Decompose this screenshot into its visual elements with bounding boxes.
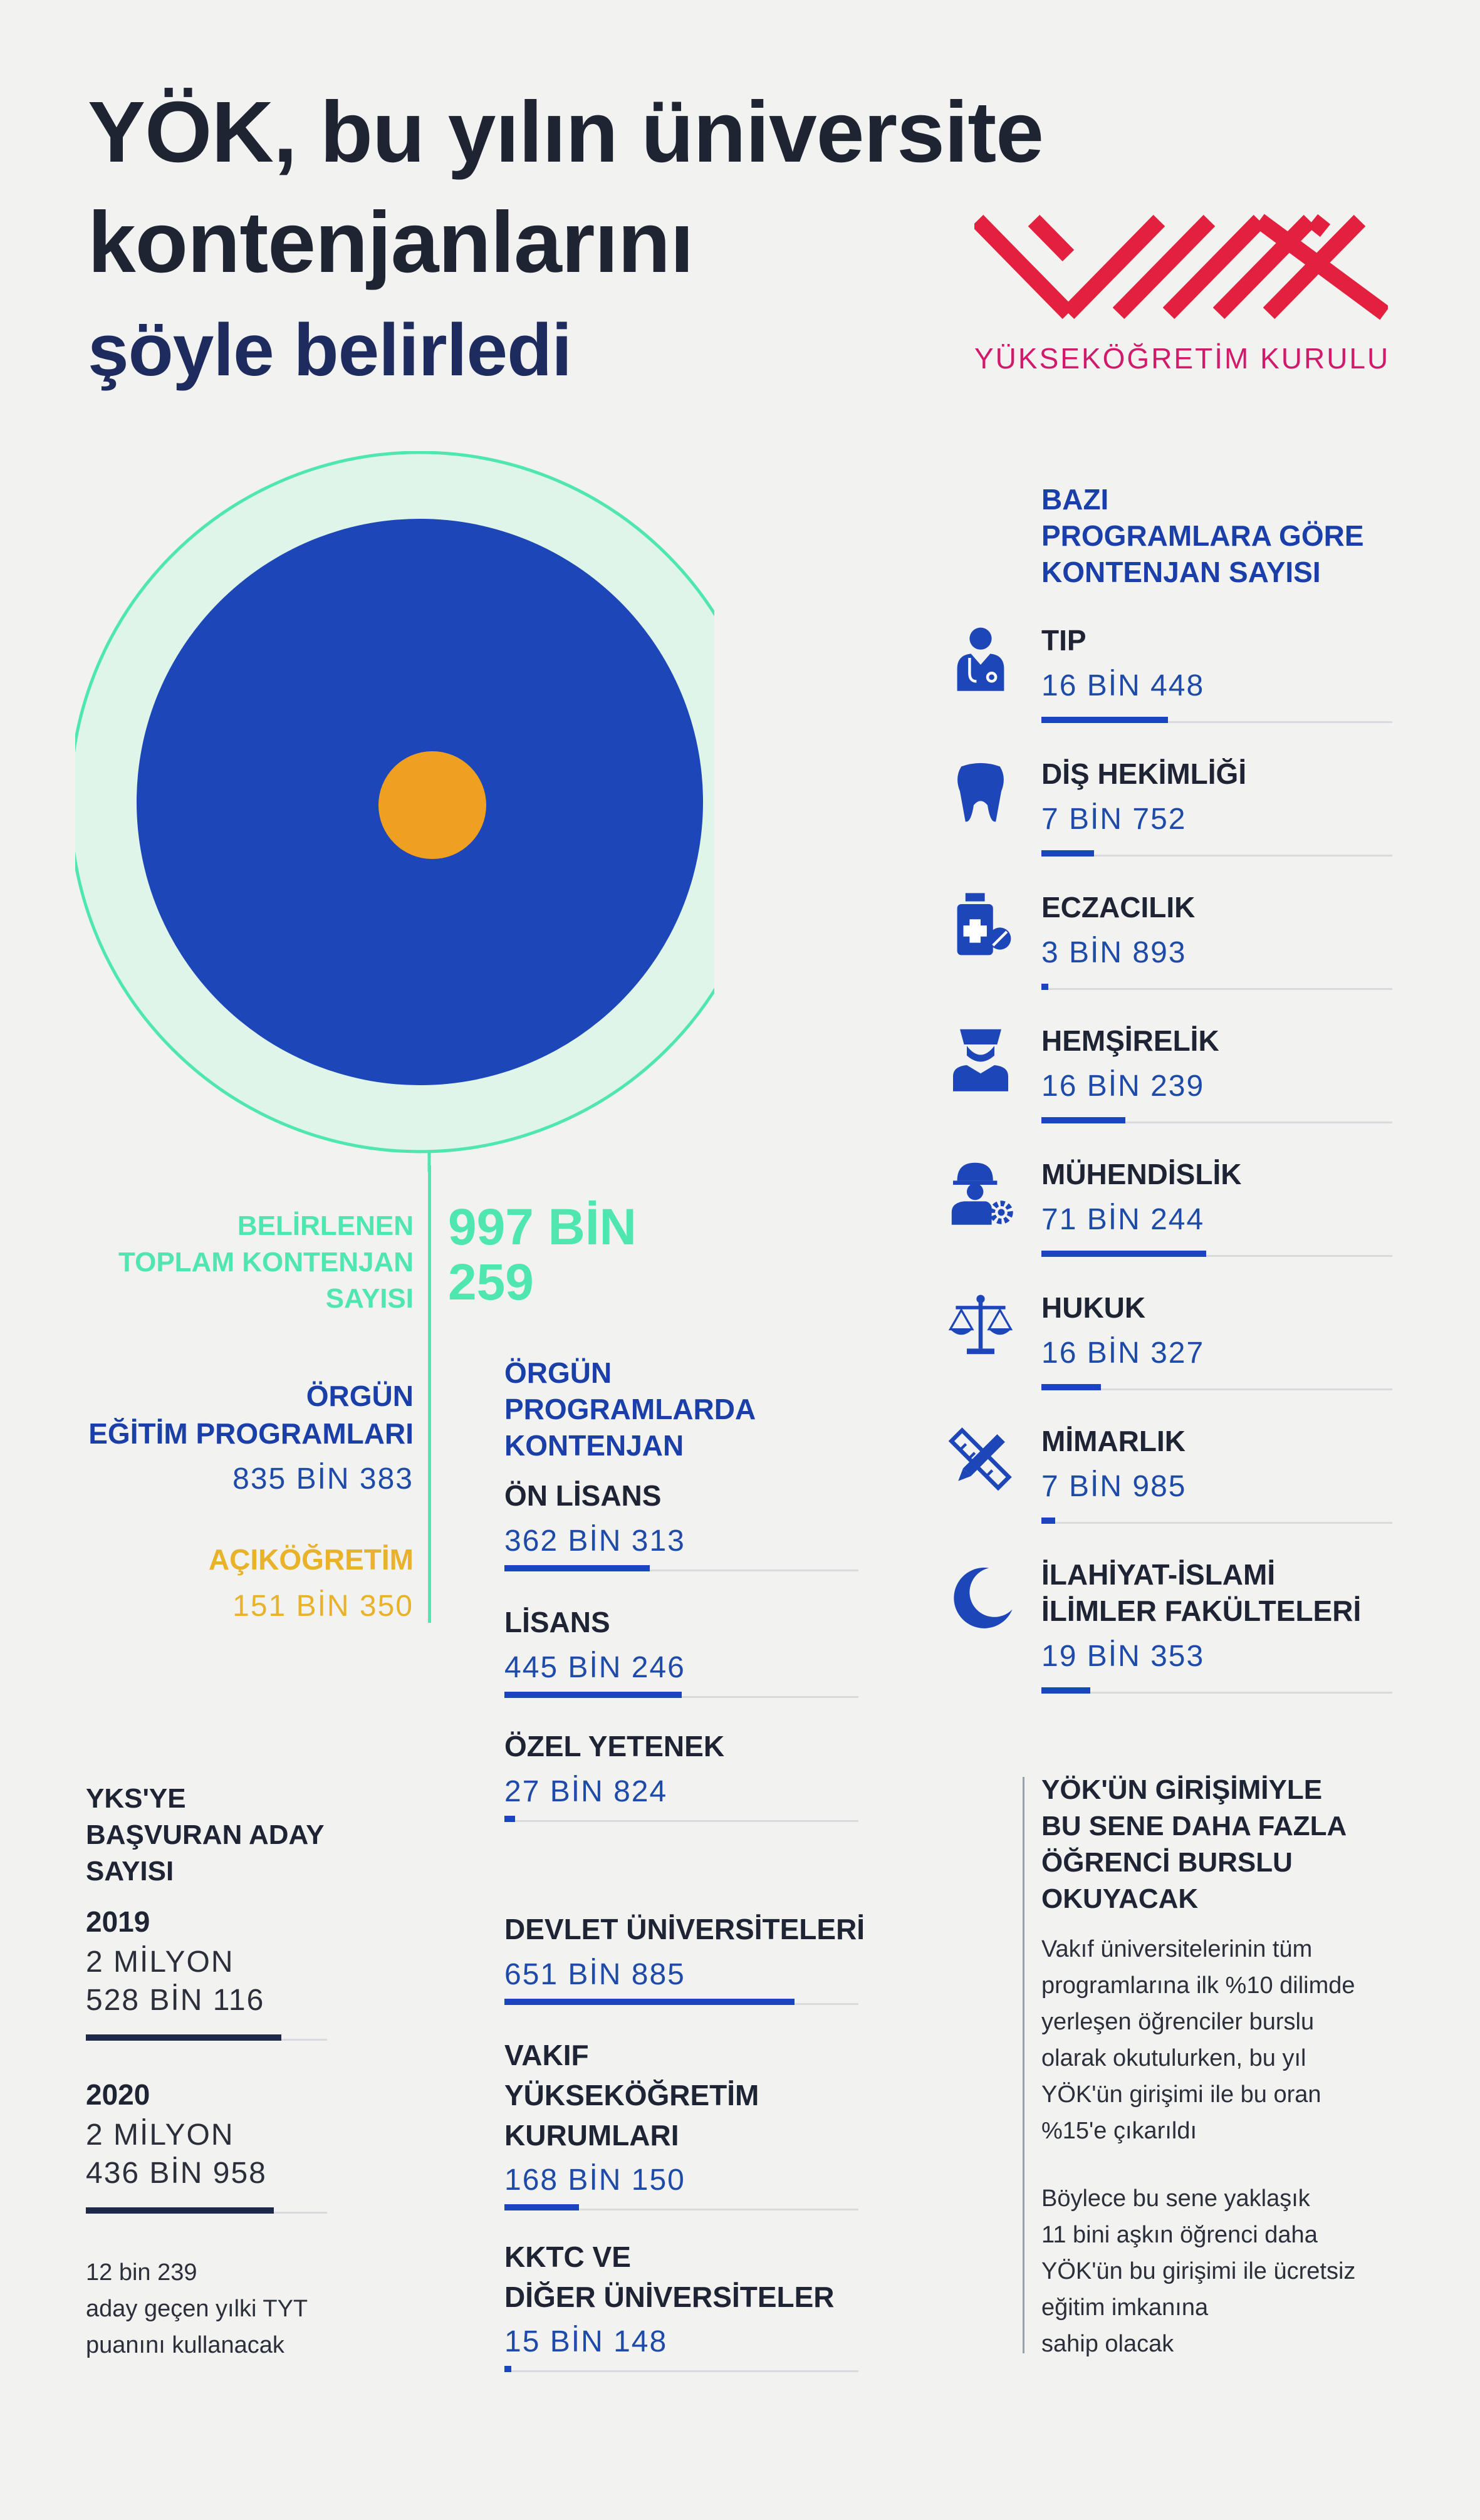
para-line: eğitim imkanına [1041,2294,1209,2321]
program-label: MÜHENDİSLİK [1041,1158,1242,1190]
para-line: 11 bini aşkın öğrenci daha [1041,2222,1318,2248]
yks-heading [86,1781,325,1890]
item-label: DEVLET ÜNİVERSİTELERİ [504,1913,865,1945]
program-bar [1041,1384,1101,1390]
orgun-label [75,1377,414,1452]
program-track [1041,855,1392,856]
program-track [1041,721,1392,723]
year-value-line: 528 BİN 116 [86,1984,265,2017]
program-bar [1041,1251,1206,1257]
program-value: 16 BİN 448 [1041,669,1205,702]
item-bar [504,1816,515,1822]
yks-2020 [86,2078,327,2214]
para-line: YÖK'ün girişimi ile bu oran [1041,2081,1321,2108]
orgun-item-onlisans [504,1479,858,1571]
item-value: 362 BİN 313 [504,1524,685,1558]
program-track [1041,1388,1392,1390]
item-label: ÖN LİSANS [504,1479,662,1512]
program-row-muhendislik [946,1157,1397,1264]
tooth-icon [946,757,1015,826]
heading-line: KONTENJAN SAYISI [1041,556,1321,588]
uni-devlet [504,1912,865,2005]
program-bar [1041,717,1168,723]
orgun-programs-heading [504,1355,756,1464]
item-bar [504,2204,579,2210]
heading-line: SAYISI [86,1856,174,1887]
program-label: ECZACILIK [1041,891,1196,924]
program-row-mimarlik [946,1424,1397,1531]
acik-value: 151 BİN 350 [232,1590,414,1623]
orgun-value: 835 BİN 383 [232,1462,414,1496]
program-label: MİMARLIK [1041,1425,1186,1457]
para-line: %15'e çıkarıldı [1041,2118,1197,2144]
program-row-dis [946,757,1397,863]
crescent-icon [946,1564,1015,1633]
program-track [1041,1522,1392,1524]
item-track [504,2370,858,2372]
note-line: puanını kullanacak [86,2332,284,2358]
heading-line: OKUYACAK [1041,1883,1199,1914]
total-label-line: BELİRLENEN [237,1211,414,1241]
item-value: 168 BİN 150 [504,2163,685,2197]
heading-line: YKS'YE [86,1783,186,1814]
program-track [1041,1692,1392,1694]
program-track [1041,1122,1392,1123]
item-label: YÜKSEKÖĞRETİM [504,2079,759,2111]
title-line-3: şöyle belirledi [88,309,571,392]
program-label: İLAHİYAT-İSLAMİ [1041,1558,1276,1591]
total-label [75,1208,414,1317]
scales-icon [946,1291,1015,1360]
para-line: Vakıf üniversitelerinin tüm [1041,1936,1313,1962]
orgun-item-lisans [504,1605,858,1698]
program-bar [1041,1117,1125,1123]
program-bar [1041,984,1048,990]
year-bar [86,2034,281,2041]
program-value: 71 BİN 244 [1041,1203,1205,1236]
ruler-pencil-icon [946,1424,1015,1493]
heading-line: PROGRAMLARDA [504,1393,756,1425]
program-row-hemsirelik [946,1024,1397,1130]
programs-heading [1041,481,1364,590]
total-value-line: 997 BİN [448,1199,637,1256]
yks-note [86,2254,308,2363]
item-label: DİĞER ÜNİVERSİTELER [504,2281,835,2313]
acik-label: AÇIKÖĞRETİM [208,1543,414,1576]
item-label: KKTC VE [504,2241,631,2273]
heading-line: PROGRAMLARA GÖRE [1041,519,1364,552]
heading-line: YÖK'ÜN GİRİŞİMİYLE [1041,1774,1323,1805]
item-value: 27 BİN 824 [504,1775,668,1808]
para-line: YÖK'ün bu girişimi ile ücretsiz [1041,2258,1356,2284]
total-label-line: SAYISI [325,1283,414,1314]
program-bar [1041,1518,1055,1524]
title-line-1: YÖK, bu yılın üniversite [88,84,1043,180]
heading-line: BAZI [1041,483,1109,516]
program-row-hukuk [946,1291,1397,1397]
program-track [1041,988,1392,990]
heading-line: ÖĞRENCİ BURSLU [1041,1847,1293,1878]
logo-caption: YÜKSEKÖĞRETİM KURULU [974,342,1390,375]
center-line [428,1165,431,1623]
item-label: KURUMLARI [504,2119,679,2152]
total-circle [75,451,714,1172]
doctor-icon [946,623,1015,692]
orgun-label-line: ÖRGÜN [306,1380,414,1412]
program-label: DİŞ HEKİMLİĞİ [1041,758,1247,790]
program-value: 16 BİN 327 [1041,1336,1205,1370]
program-bar [1041,1687,1090,1694]
scholarship-heading [1041,1772,1347,1917]
program-row-eczacilik [946,890,1397,997]
year-track [86,2212,327,2214]
program-label: TIP [1041,624,1087,657]
acik-circle [378,751,486,859]
program-value: 7 BİN 752 [1041,803,1187,836]
program-row-ilahiyat [946,1558,1397,1702]
item-track [504,1696,858,1698]
title-line-2: kontenjanlarını [88,194,694,291]
program-value: 19 BİN 353 [1041,1640,1205,1673]
para-line: Böylece bu sene yaklaşık [1041,2185,1310,2212]
heading-line: BU SENE DAHA FAZLA [1041,1811,1347,1841]
total-value [448,1200,637,1310]
scholarship-paragraph-1 [1041,1931,1355,2149]
item-value: 15 BİN 148 [504,2325,668,2358]
program-row-tip [946,623,1397,730]
scholarship-divider [1023,1777,1024,2353]
program-track [1041,1255,1392,1257]
item-track [504,1570,858,1571]
item-track [504,2003,858,2005]
program-value: 3 BİN 893 [1041,936,1187,969]
item-value: 651 BİN 885 [504,1958,685,1991]
year-bar [86,2207,274,2214]
year-value-line: 436 BİN 958 [86,2157,267,2190]
yok-logo [974,213,1390,375]
para-line: yerleşen öğrenciler burslu [1041,2009,1315,2035]
uni-vakif [504,2035,858,2210]
item-label: LİSANS [504,1606,610,1638]
medicine-icon [946,890,1015,959]
program-bar [1041,850,1094,856]
item-label: ÖZEL YETENEK [504,1730,725,1762]
orgun-item-ozel [504,1729,858,1822]
uni-kktc [504,2237,858,2372]
para-line: olarak okutulurken, bu yıl [1041,2045,1306,2071]
note-line: 12 bin 239 [86,2259,197,2286]
year-label: 2020 [86,2078,150,2111]
program-label: HUKUK [1041,1291,1146,1324]
year-value-line: 2 MİLYON [86,1945,234,1979]
total-value-line: 259 [448,1254,534,1311]
heading-line: BAŞVURAN ADAY [86,1820,325,1850]
para-line: programlarına ilk %10 dilimde [1041,1972,1355,1999]
scholarship-paragraph-2 [1041,2180,1355,2362]
item-track [504,1820,858,1822]
year-track [86,2039,327,2041]
note-line: aday geçen yılki TYT [86,2296,308,2322]
program-value: 16 BİN 239 [1041,1070,1205,1103]
item-track [504,2209,858,2210]
orgun-label-line: EĞİTİM PROGRAMLARI [88,1417,414,1450]
program-value: 7 BİN 985 [1041,1470,1187,1503]
year-label: 2019 [86,1905,150,1938]
item-bar [504,1692,682,1698]
heading-line: KONTENJAN [504,1429,684,1462]
yks-2019 [86,1905,327,2041]
item-bar [504,1999,795,2005]
nurse-icon [946,1024,1015,1093]
item-bar [504,2366,511,2372]
total-label-line: TOPLAM KONTENJAN [118,1247,414,1278]
heading-line: ÖRGÜN [504,1356,612,1389]
engineer-icon [946,1157,1015,1226]
item-bar [504,1565,650,1571]
program-label: İLİMLER FAKÜLTELERİ [1041,1595,1362,1627]
item-value: 445 BİN 246 [504,1651,685,1684]
program-label: HEMŞİRELİK [1041,1024,1219,1057]
para-line: sahip olacak [1041,2331,1174,2357]
year-value-line: 2 MİLYON [86,2118,234,2152]
item-label: VAKIF [504,2039,589,2071]
